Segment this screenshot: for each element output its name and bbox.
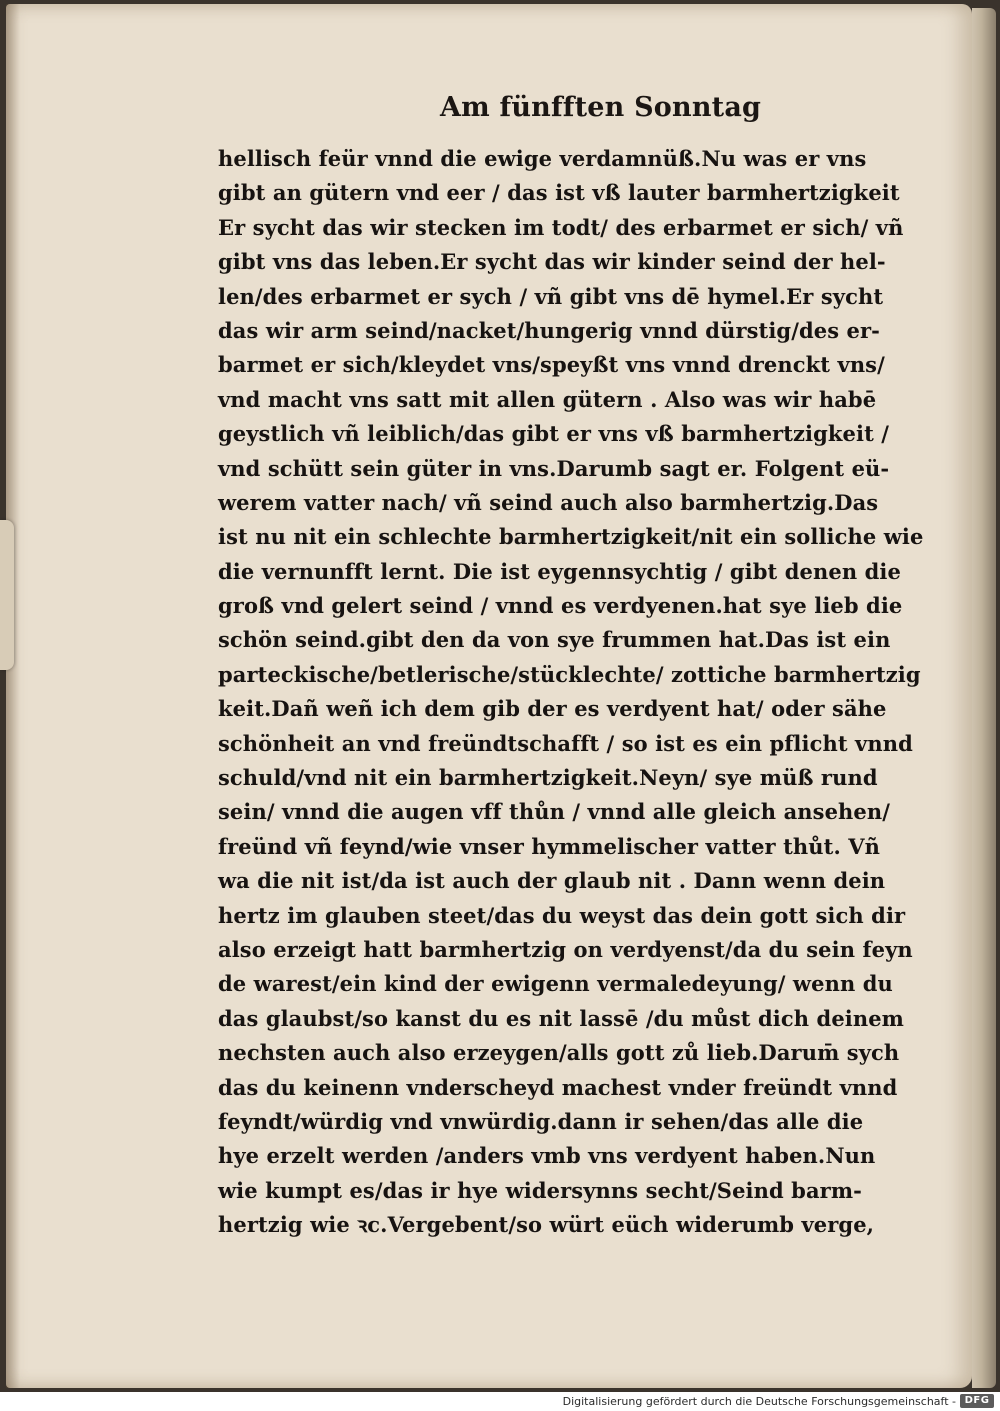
text-line: keit.Dañ weñ ich dem gib der es verdyent hat/ oder sähe [218, 696, 887, 722]
gutter-shadow [6, 4, 20, 1388]
text-line: schön seind.gibt den da von sye frummen hat.Das ist ein [218, 627, 891, 653]
text-line: das wir arm seind/nacket/hungerig vnnd dürstig/des er- [218, 317, 880, 343]
text-line: wa die nit ist/da ist auch der glaub nit . Dann wenn dein [218, 868, 886, 894]
text-line: gibt an gütern vnd eer / das ist vß lauter barmhertzigkeit [218, 180, 900, 206]
text-line: len/des erbarmet er sych / vñ gibt vns dē hymel.Er sycht [218, 283, 884, 309]
text-line: vnd macht vns satt mit allen gütern . Also was wir habē [218, 386, 877, 412]
text-line: hertzig wie ꝛc.Vergebent/so würt eüch widerumb verge, [218, 1212, 875, 1238]
text-line: das du keinenn vnderscheyd machest vnder freündt vnnd [218, 1074, 898, 1100]
text-line: vnd schütt sein güter in vns.Darumb sagt er. Folgent eü- [218, 455, 890, 481]
text-line: hertz im glauben steet/das du weyst das dein gott sich dir [218, 902, 906, 928]
text-line: schuld/vnd nit ein barmhertzigkeit.Neyn/ sye müß rund [218, 765, 878, 791]
text-line: hye erzelt werden /anders vmb vns verdyent haben.Nun [218, 1143, 876, 1169]
text-line: feyndt/würdig vnd vnwürdig.dann ir sehen/das alle die [218, 1108, 864, 1134]
text-line: also erzeigt hatt barmhertzig on verdyenst/da du sein feyn [218, 936, 913, 962]
text-line: werem vatter nach/ vñ seind auch also barmhertzig.Das [218, 489, 879, 515]
text-line: Er sycht das wir stecken im todt/ des erbarmet er sich/ vñ [218, 214, 904, 240]
text-line: hellisch feür vnnd die ewige verdamnüß.Nu was er vns [218, 146, 867, 171]
page-tab [0, 520, 14, 670]
dfg-logo-icon: DFG [960, 1394, 994, 1408]
text-line: nechsten auch also erzeygen/alls gott zů lieb.Darum̄ sych [218, 1040, 900, 1066]
text-line: sein/ vnnd die augen vff thůn / vnnd alle gleich ansehen/ [218, 799, 891, 825]
text-line: schönheit an vnd freündtschafft / so ist es ein pflicht vnnd [218, 730, 913, 756]
text-line: freünd vñ feynd/wie vnser hymmelischer vatter thůt. Vñ [218, 833, 881, 859]
text-line: die vernunfft lernt. Die ist eygennsychtig / gibt denen die [218, 558, 901, 584]
text-block [218, 142, 933, 1238]
text-line: ist nu nit ein schlechte barmhertzigkeit/nit ein solliche wie [218, 524, 924, 550]
text-line: geystlich vñ leiblich/das gibt er vns vß barmhertzigkeit / [218, 421, 890, 447]
text-line: gibt vns das leben.Er sycht das wir kinder seind der hel- [218, 249, 886, 275]
page-edge [972, 8, 996, 1388]
funding-credit: Digitalisierung gefördert durch die Deutsche Forschungsgemeinschaft - [562, 1395, 956, 1408]
running-head: Am fünfften Sonntag [440, 92, 762, 123]
text-line: barmet er sich/kleydet vns/speyßt vns vnnd drenckt vns/ [218, 352, 885, 378]
text-line: parteckische/betlerische/stücklechte/ zottiche barmhertzig [218, 661, 921, 687]
text-line: groß vnd gelert seind / vnnd es verdyenen.hat sye lieb die [218, 593, 903, 619]
footer-bar [0, 1392, 1000, 1411]
text-line: wie kumpt es/das ir hye widersynns secht/Seind barm- [218, 1177, 862, 1203]
text-line: de warest/ein kind der ewigenn vermaledeyung/ wenn du [218, 971, 893, 997]
text-line: das glaubst/so kanst du es nit lassē /du můst dich deinem [218, 1005, 905, 1031]
